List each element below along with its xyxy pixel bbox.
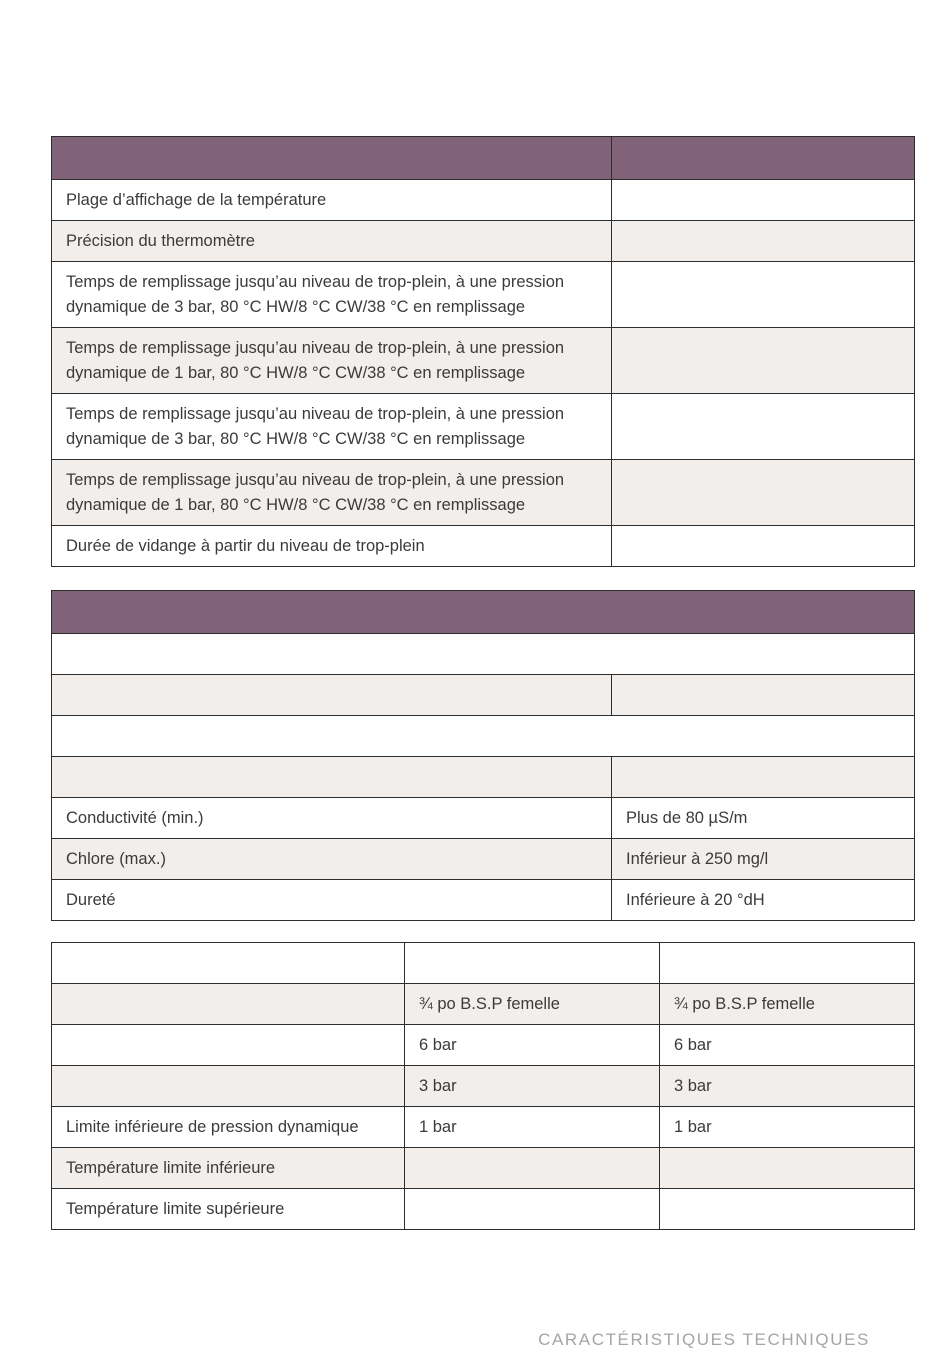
- row-value-1: [405, 1148, 660, 1189]
- table-header-row: [52, 591, 915, 634]
- display-performance-table: [51, 136, 915, 567]
- row-value-1: [405, 1189, 660, 1230]
- row-label: Temps de remplissage jusqu’au niveau de trop-plein, à une pression dynamique de 1 bar, 80 °C HW/8 °C CW/38 °C en remplissage: [52, 328, 612, 394]
- table-row: [52, 1148, 915, 1189]
- row-value-1: 1 bar: [405, 1107, 660, 1148]
- row-label: Dureté: [52, 880, 612, 921]
- row-value: [612, 526, 915, 567]
- row-value-1: ¾ po B.S.P femelle: [405, 984, 660, 1025]
- table-row: [52, 394, 915, 460]
- table-row: [52, 1066, 915, 1107]
- table-row: [52, 1025, 915, 1066]
- row-value-2: 3 bar: [660, 1066, 915, 1107]
- table-row: [52, 526, 915, 567]
- row-label: Température limite inférieure: [52, 1148, 405, 1189]
- row-label: [52, 1025, 405, 1066]
- table-row: [52, 1107, 915, 1148]
- row-value: [612, 180, 915, 221]
- table-row: [52, 880, 915, 921]
- table-row: [52, 675, 915, 716]
- table-row: [52, 328, 915, 394]
- row-label: Conductivité (min.): [52, 798, 612, 839]
- row-value: [612, 460, 915, 526]
- table-row: [52, 460, 915, 526]
- table-row: [52, 634, 915, 675]
- row-label: Précision du thermomètre: [52, 221, 612, 262]
- table-row: [52, 716, 915, 757]
- row-value-1: 6 bar: [405, 1025, 660, 1066]
- table-row: [52, 1189, 915, 1230]
- row-label: Température limite supérieure: [52, 1189, 405, 1230]
- row-value: Inférieure à 20 °dH: [612, 880, 915, 921]
- row-label: Plage d’affichage de la température: [52, 180, 612, 221]
- row-label: [52, 1066, 405, 1107]
- row-value: Plus de 80 µS/m: [612, 798, 915, 839]
- section-footer-title: CARACTÉRISTIQUES TECHNIQUES: [538, 1330, 870, 1349]
- table-row: [52, 180, 915, 221]
- row-label: Limite inférieure de pression dynamique: [52, 1107, 405, 1148]
- row-label: Chlore (max.): [52, 839, 612, 880]
- row-value: [612, 262, 915, 328]
- row-label: Temps de remplissage jusqu’au niveau de trop-plein, à une pression dynamique de 1 bar, 80 °C HW/8 °C CW/38 °C en remplissage: [52, 460, 612, 526]
- water-quality-table: [51, 590, 915, 921]
- table-row: [52, 984, 915, 1025]
- row-value-2: [660, 1148, 915, 1189]
- table-row: [52, 221, 915, 262]
- row-value: [612, 221, 915, 262]
- table-row: [52, 262, 915, 328]
- row-value: [612, 394, 915, 460]
- table-row: [52, 757, 915, 798]
- table-header-row: [52, 137, 915, 180]
- row-value-2: 6 bar: [660, 1025, 915, 1066]
- connection-specs-table: [51, 942, 915, 1230]
- row-label: Durée de vidange à partir du niveau de trop-plein: [52, 526, 612, 567]
- row-value: Inférieur à 250 mg/l: [612, 839, 915, 880]
- row-value: [612, 328, 915, 394]
- row-label: Temps de remplissage jusqu’au niveau de trop-plein, à une pression dynamique de 3 bar, 80 °C HW/8 °C CW/38 °C en remplissage: [52, 394, 612, 460]
- row-value-2: [660, 1189, 915, 1230]
- row-value-2: 1 bar: [660, 1107, 915, 1148]
- row-value-1: 3 bar: [405, 1066, 660, 1107]
- row-value-2: ¾ po B.S.P femelle: [660, 984, 915, 1025]
- table-header-row: [52, 943, 915, 984]
- row-label: Temps de remplissage jusqu’au niveau de trop-plein, à une pression dynamique de 3 bar, 80 °C HW/8 °C CW/38 °C en remplissage: [52, 262, 612, 328]
- table-row: [52, 839, 915, 880]
- table-row: [52, 798, 915, 839]
- row-label: [52, 984, 405, 1025]
